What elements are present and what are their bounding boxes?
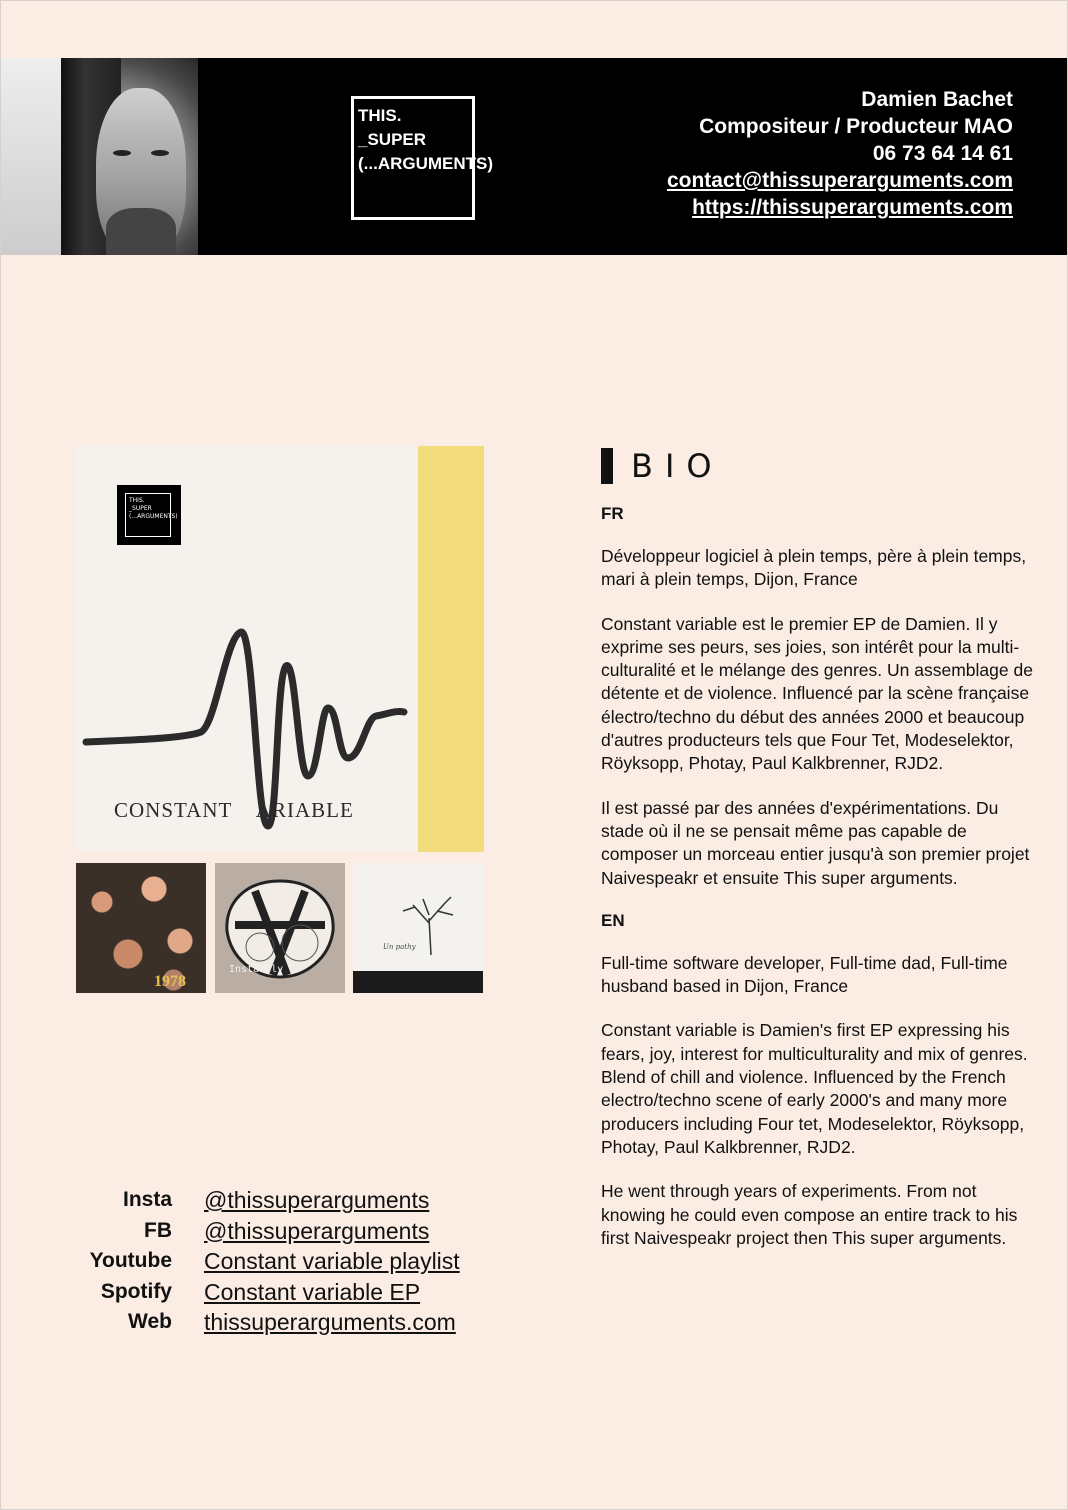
email-link[interactable]: contact@thissuperarguments.com [666,169,1013,192]
bio-title: BIO [631,447,724,485]
artist-portrait [1,58,198,255]
thumbnail-tree [353,863,483,993]
bio-en-paragraph: Full-time software developer, Full-time dad, Full-time husband based in Dijon, France [601,952,1008,997]
thumbnail-black-bar [353,971,483,993]
bio-section [601,446,1041,1271]
bio-fr-paragraph: Développeur logiciel à plein temps, père à plein temps, mari à plein temps, Dijon, France [601,546,1027,590]
bio-heading-bar [601,448,613,484]
phone-number: 06 73 64 14 61 [872,142,1013,165]
social-label-fb: FB [144,1218,172,1242]
album-cover [76,446,484,852]
social-link-fb[interactable]: @thissuperarguments [204,1217,430,1244]
social-label-youtube: Youtube [89,1249,172,1272]
cover-mini-logo-text: THIS. _SUPER (...ARGUMENTS) [129,497,178,520]
thumbnail-1978-text: 1978 [154,973,186,990]
social-label-insta: Insta [122,1188,172,1211]
waveform-graphic [76,446,484,852]
header-banner [1,58,1067,255]
social-link-youtube[interactable]: Constant variable playlist [204,1248,460,1274]
bio-heading [601,446,1041,486]
thumbnail-1978 [76,863,206,993]
bio-fr-paragraph: Constant variable est le premier EP de Damien. Il y exprime ses peurs, ses joies, son intérêt pour la multi-culturalité et le mélange des genres. Un assemblage de détente et de violence. Influencé par la scène française électro/techno du début des années 2000 et beaucoup d'autres producteurs tels que Four Tet, Modeselektor, Röyksopp, Photay, Paul Kalkbrenner, RJD2. [601,613,1033,774]
social-label-web: Web [128,1310,172,1333]
bio-en-paragraph: He went through years of experiments. From not knowing he could even compose an entire track to his first Naivespeakr project then This super arguments. [601,1181,1018,1248]
website-link[interactable]: https://thissuperarguments.com [692,196,1013,219]
bio-fr-paragraph: Il est passé par des années d'expérimentations. Du stade où il ne se pensait même pas capable de composer un morceau entier jusqu'à son premier projet Naivespeakr et ensuite This super arguments. [601,797,1030,888]
bio-en-paragraph: Constant variable is Damien's first EP expressing his fears, joy, interest for multiculturality and mix of genres. Blend of chill and violence. Influenced by the French electro/techno scene of early 2000's and many more producers including Four tet, Modeselektor, Röyksopp, Photay, Paul Kalkbrenner, RJD2. [601,1020,1028,1157]
thumbnail-instantly-text: Instantly [229,964,284,975]
bio-fr-label: FR [601,504,624,523]
social-link-web[interactable]: thissuperarguments.com [204,1309,456,1335]
social-link-insta[interactable]: @thissuperarguments [204,1187,430,1213]
thumbnail-tree-text: Un pathy [383,943,416,951]
artist-role: Compositeur / Producteur MAO [699,115,1013,138]
social-label-spotify: Spotify [100,1279,172,1303]
logo-text: THIS. _SUPER (...ARGUMENTS) [358,106,494,173]
artist-name: Damien Bachet [861,88,1013,111]
social-link-spotify[interactable]: Constant variable EP [204,1278,421,1305]
contact-block [667,86,1013,221]
bio-en-label: EN [601,910,625,930]
thumbnail-instantly [215,863,345,993]
cover-title: CONSTANT ARIABLE [114,798,354,822]
